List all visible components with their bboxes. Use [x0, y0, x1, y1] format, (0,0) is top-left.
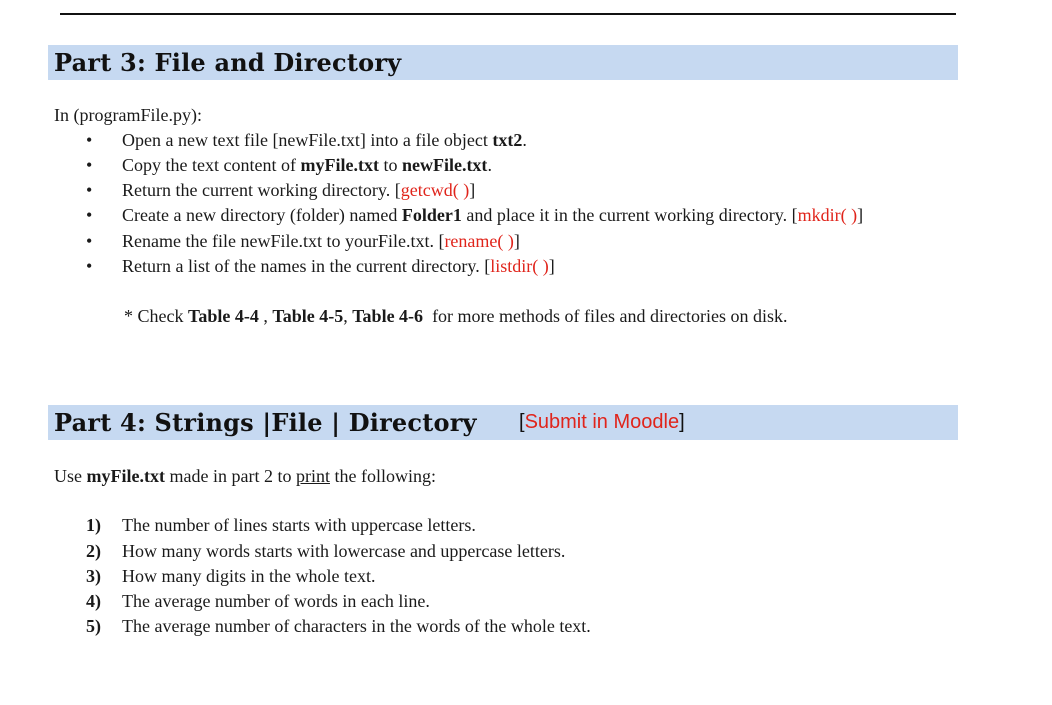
part4-title: Part 4: Strings |File | Directory [54, 408, 477, 437]
list-number: 2) [86, 541, 101, 561]
part3-header-band [48, 45, 958, 80]
part4-intro: Use myFile.txt made in part 2 to print the following: [54, 466, 436, 486]
part3-intro: In (programFile.py): [54, 105, 202, 125]
part4-header-band [48, 405, 958, 440]
part4-item-1: The number of lines starts with uppercase letters. [122, 515, 476, 535]
part3-bullet-1: Open a new text file [newFile.txt] into a file object txt2. [122, 130, 527, 150]
part3-title: Part 3: File and Directory [54, 48, 402, 77]
list-number: 4) [86, 591, 101, 611]
top-horizontal-rule [60, 13, 956, 15]
part3-bullet-2: Copy the text content of myFile.txt to newFile.txt. [122, 155, 492, 175]
list-number: 1) [86, 515, 101, 535]
bullet-dot: • [86, 205, 93, 225]
part3-bullet-6: Return a list of the names in the current directory. [listdir( )] [122, 256, 555, 276]
part4-item-4: The average number of words in each line. [122, 591, 430, 611]
part3-bullet-5: Rename the file newFile.txt to yourFile.txt. [rename( )] [122, 231, 520, 251]
bullet-dot: • [86, 231, 93, 251]
part3-table-note: * Check Table 4-4 , Table 4-5, Table 4-6 for more methods of files and directories on disk. [124, 306, 788, 326]
part4-item-2: How many words starts with lowercase and uppercase letters. [122, 541, 566, 561]
part3-bullet-4: Create a new directory (folder) named Folder1 and place it in the current working directory. [mkdir( )] [122, 205, 864, 225]
bullet-dot: • [86, 180, 93, 200]
bullet-dot: • [86, 256, 93, 276]
part4-item-5: The average number of characters in the words of the whole text. [122, 616, 591, 636]
bullet-dot: • [86, 130, 93, 150]
part4-item-3: How many digits in the whole text. [122, 566, 376, 586]
submit-in-moodle-label: [Submit in Moodle] [519, 411, 685, 433]
bullet-dot: • [86, 155, 93, 175]
part3-bullet-3: Return the current working directory. [getcwd( )] [122, 180, 476, 200]
list-number: 5) [86, 616, 101, 636]
list-number: 3) [86, 566, 101, 586]
